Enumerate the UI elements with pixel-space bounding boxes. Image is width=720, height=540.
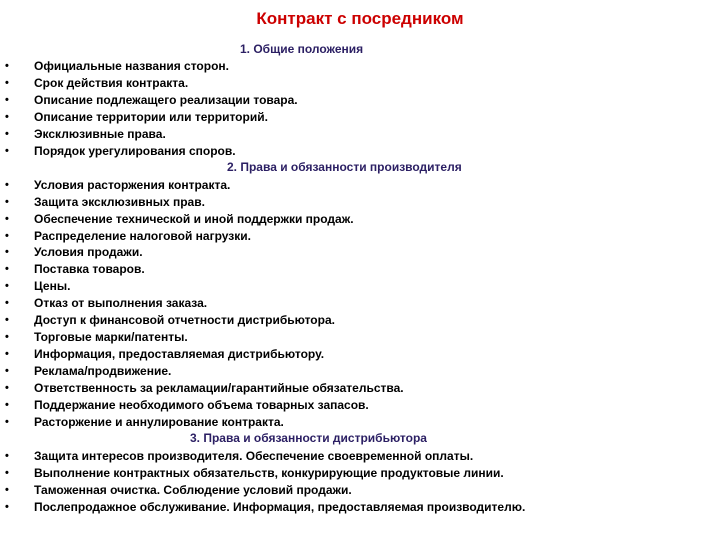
- bullet-icon: •: [5, 196, 9, 208]
- list-item: [0, 465, 720, 482]
- list-item-text: Послепродажное обслуживание. Информация, предоставляемая производителю.: [34, 500, 526, 514]
- list-item-text: Поставка товаров.: [34, 262, 145, 276]
- list-item-text: Защита эксклюзивных прав.: [34, 195, 205, 209]
- bullet-icon: •: [5, 314, 9, 326]
- list-item: [0, 58, 720, 75]
- list-item-text: Распределение налоговой нагрузки.: [34, 229, 251, 243]
- section-heading-2: 2. Права и обязанности производителя: [227, 160, 462, 174]
- list-item: [0, 482, 720, 499]
- bullet-icon: •: [5, 263, 9, 275]
- slide-title: Контракт с посредником: [256, 9, 464, 28]
- bullet-icon: •: [5, 280, 9, 292]
- bullet-icon: •: [5, 365, 9, 377]
- list-item-text: Официальные названия сторон.: [34, 59, 229, 73]
- bullet-icon: •: [5, 484, 9, 496]
- list-item: [0, 261, 720, 278]
- bullet-icon: •: [5, 399, 9, 411]
- list-item: [0, 312, 720, 329]
- list-item-text: Порядок урегулирования споров.: [34, 144, 236, 158]
- bullet-icon: •: [5, 213, 9, 225]
- list-item-text: Описание территории или территорий.: [34, 110, 268, 124]
- list-item-text: Выполнение контрактных обязательств, конкурирующие продуктовые линии.: [34, 466, 504, 480]
- bullet-icon: •: [5, 467, 9, 479]
- list-item-text: Реклама/продвижение.: [34, 364, 172, 378]
- section-heading-1: 1. Общие положения: [240, 42, 364, 56]
- list-item: [0, 228, 720, 245]
- list-item: [0, 448, 720, 465]
- bullet-icon: •: [5, 111, 9, 123]
- list-item: [0, 380, 720, 397]
- bullet-icon: •: [5, 77, 9, 89]
- bullet-icon: •: [5, 501, 9, 513]
- list-item: [0, 397, 720, 414]
- bullet-icon: •: [5, 416, 9, 428]
- list-item-text: Условия продажи.: [34, 245, 143, 259]
- bullet-icon: •: [5, 230, 9, 242]
- list-item-text: Торговые марки/патенты.: [34, 330, 188, 344]
- bullet-icon: •: [5, 246, 9, 258]
- list-item-text: Описание подлежащего реализации товара.: [34, 93, 298, 107]
- bullet-icon: •: [5, 331, 9, 343]
- list-item-text: Информация, предоставляемая дистрибьютору.: [34, 347, 325, 361]
- list-item: [0, 194, 720, 211]
- list-item: [0, 414, 720, 431]
- bullet-icon: •: [5, 145, 9, 157]
- section-heading-3: 3. Права и обязанности дистрибьютора: [190, 431, 427, 445]
- list-item: [0, 109, 720, 126]
- list-item-text: Эксклюзивные права.: [34, 127, 166, 141]
- list-item: [0, 295, 720, 312]
- bullet-icon: •: [5, 450, 9, 462]
- list-item: [0, 177, 720, 194]
- list-item-text: Таможенная очистка. Соблюдение условий продажи.: [34, 483, 352, 497]
- list-item-text: Поддержание необходимого объема товарных запасов.: [34, 398, 369, 412]
- list-item-text: Срок действия контракта.: [34, 76, 189, 90]
- list-item: [0, 126, 720, 143]
- bullet-icon: •: [5, 94, 9, 106]
- list-item-text: Цены.: [34, 279, 71, 293]
- list-item-text: Отказ от выполнения заказа.: [34, 296, 208, 310]
- list-item-text: Условия расторжения контракта.: [34, 178, 231, 192]
- list-item-text: Защита интересов производителя. Обеспечение своевременной оплаты.: [34, 449, 474, 463]
- list-item: [0, 346, 720, 363]
- list-item-text: Ответственность за рекламации/гарантийные обязательства.: [34, 381, 404, 395]
- bullet-icon: •: [5, 348, 9, 360]
- bullet-icon: •: [5, 297, 9, 309]
- list-item: [0, 143, 720, 160]
- bullet-icon: •: [5, 382, 9, 394]
- list-item: [0, 92, 720, 109]
- bullet-icon: •: [5, 179, 9, 191]
- list-item: [0, 244, 720, 261]
- list-item: [0, 211, 720, 228]
- list-item: [0, 363, 720, 380]
- list-item: [0, 499, 720, 516]
- list-item: [0, 329, 720, 346]
- list-item-text: Обеспечение технической и иной поддержки продаж.: [34, 212, 354, 226]
- bullet-icon: •: [5, 128, 9, 140]
- list-item-text: Доступ к финансовой отчетности дистрибьютора.: [34, 313, 335, 327]
- list-item: [0, 75, 720, 92]
- list-item: [0, 278, 720, 295]
- bullet-icon: •: [5, 60, 9, 72]
- list-item-text: Расторжение и аннулирование контракта.: [34, 415, 284, 429]
